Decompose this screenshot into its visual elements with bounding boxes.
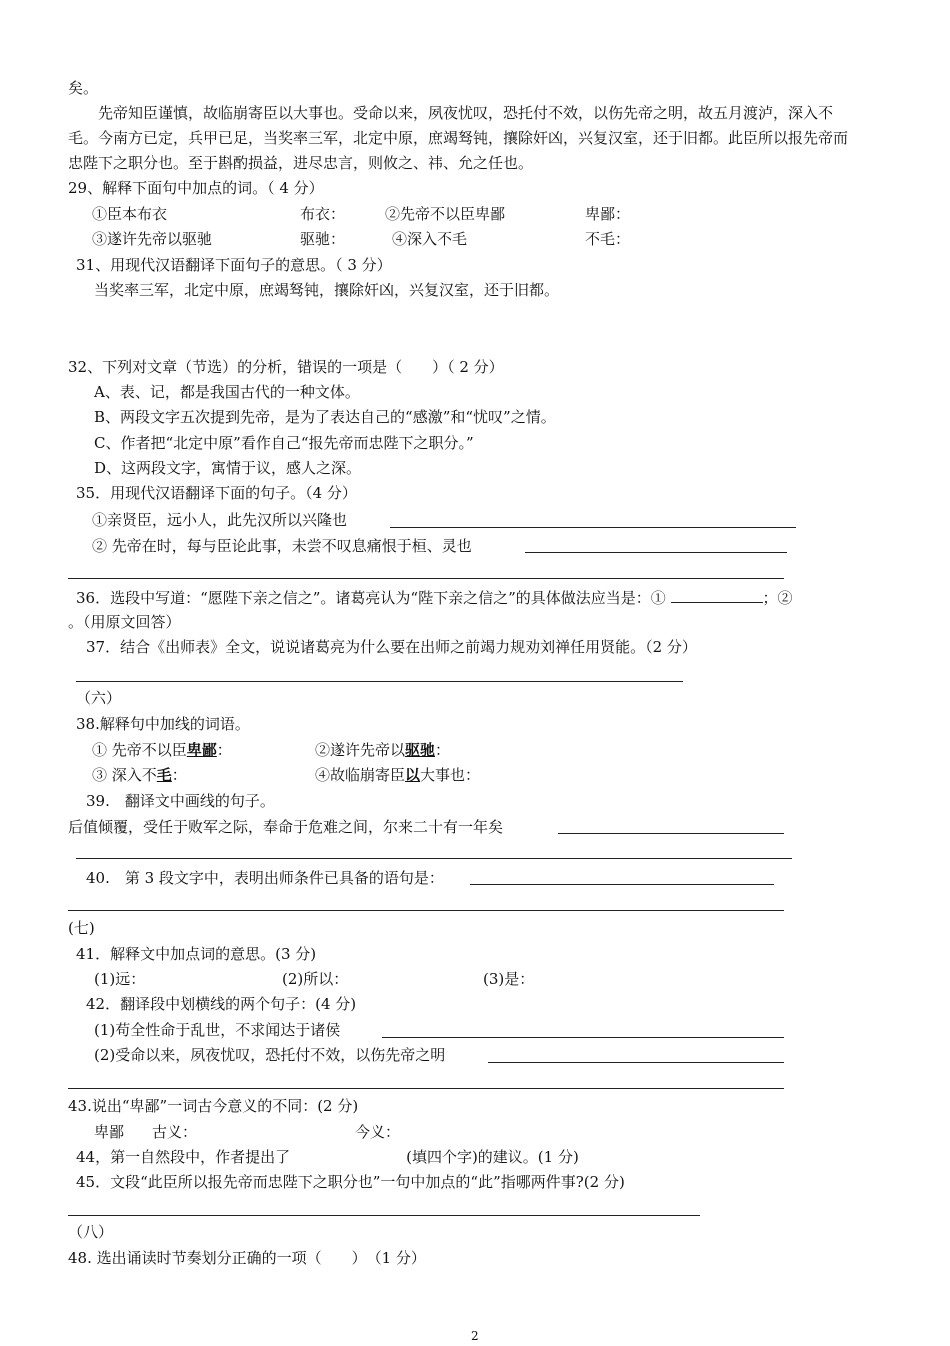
q42-answer-line-3[interactable] (68, 1088, 784, 1089)
q42-sentence-1: (1)苟全性命于乱世，不求闻达于诸侯 (94, 1021, 341, 1039)
q48-title: 48. 选出诵读时节奏划分正确的一项（ ） （1 分） (68, 1249, 426, 1267)
q38-item-2: ②遂许先帝以驱驰： (315, 741, 451, 759)
q40-title: 40. 第 3 段文字中，表明出师条件已具备的语句是： (86, 869, 444, 887)
q37-answer-line[interactable] (76, 681, 683, 682)
q32-title: 32、下列对文章（节选）的分析，错误的一项是（ ）（ 2 分） (68, 358, 504, 376)
q39-sentence: 后值倾覆，受任于败军之际，奉命于危难之间，尔来二十有一年矣 (68, 818, 504, 836)
q42-sentence-2: (2)受命以来，夙夜忧叹，恐托付不效，以伤先帝之明 (94, 1046, 446, 1064)
q38-word-2: 驱驰 (405, 741, 436, 759)
q43-title: 43.说出“卑鄙”一词古今意义的不同：(2 分) (68, 1097, 359, 1115)
q43-ancient-label: 古义： (152, 1123, 198, 1141)
q38-item-4: ④故临崩寄臣以大事也： (315, 766, 481, 784)
q36-separator: ；② (762, 589, 793, 607)
q29-title: 29、解释下面句中加点的词。（ 4 分） (68, 179, 324, 197)
q36-prompt: 36．选段中写道：“愿陛下亲之信之”。诸葛亮认为“陛下亲之信之”的具体做法应当是：① (76, 589, 666, 607)
q41-item-3: (3)是： (483, 970, 535, 988)
q32-option-a: A、表、记，都是我国古代的一种文体。 (94, 383, 360, 401)
section-8-heading: （八） (68, 1223, 114, 1241)
q32-option-d: D、这两段文字，寓情于议，感人之深。 (94, 459, 362, 477)
q45-title: 45．文段“此臣所以报先帝而忠陛下之职分也”一句中加点的“此”指哪两件事?(2 分) (76, 1173, 625, 1191)
q31-title: 31、用现代汉语翻译下面句子的意思。（ 3 分） (76, 256, 392, 274)
q36-line-2: 。（用原文回答） (68, 613, 181, 631)
q35-sentence-1: ①亲贤臣，远小人，此先汉所以兴隆也 (92, 511, 348, 529)
q32-option-b: B、两段文字五次提到先帝，是为了表达自己的“感激”和“忧叹”之情。 (94, 408, 556, 426)
q38-item-3: ③ 深入不毛： (92, 766, 187, 784)
passage-tail: 矣。 (68, 79, 99, 97)
q43-modern-label: 今义： (355, 1123, 401, 1141)
q35-answer-line-2[interactable] (525, 552, 787, 553)
q42-title: 42．翻译段中划横线的两个句子：(4 分) (86, 995, 357, 1013)
q36-line-1 (76, 587, 793, 608)
q40-answer-line-2[interactable] (68, 910, 784, 911)
q38-word-4: 以 (405, 766, 421, 784)
q45-answer-line[interactable] (68, 1215, 700, 1216)
q38-word-1: 卑鄙 (186, 741, 217, 759)
q38-title: 38.解释句中加线的词语。 (76, 715, 250, 733)
section-6-heading: （六） (76, 689, 122, 707)
passage-line-1: 先帝知臣谨慎，故临崩寄臣以大事也。受命以来，夙夜忧叹，恐托付不效，以伤先帝之明，故五月渡泸，深入不 (98, 104, 834, 122)
q40-answer-line-1[interactable] (470, 884, 774, 885)
q39-answer-line-1[interactable] (558, 833, 784, 834)
q39-title: 39. 翻译文中画线的句子。 (86, 792, 275, 810)
q29-key-3: 驱驰： (300, 230, 346, 248)
q29-item-2: ②先帝不以臣卑鄙 (385, 205, 506, 223)
q44-line (76, 1147, 579, 1167)
q35-answer-line-3[interactable] (68, 578, 784, 579)
q41-item-1: (1)远： (94, 970, 146, 988)
q41-title: 41．解释文中加点词的意思。(3 分) (76, 945, 317, 963)
passage-line-2: 毛。今南方已定，兵甲已足，当奖率三军，北定中原，庶竭驽钝，攘除奸凶，兴复汉室，还于旧都。此臣所以报先帝而 (68, 129, 849, 147)
q32-option-c: C、作者把“北定中原”看作自己“报先帝而忠陛下之职分。” (94, 434, 474, 452)
q35-sentence-2: ② 先帝在时，每与臣论此事，未尝不叹息痛恨于桓、灵也 (92, 537, 472, 555)
section-7-heading: (七) (68, 919, 95, 937)
q42-answer-line-1[interactable] (382, 1037, 784, 1038)
q44-suffix: (填四个字)的建议。(1 分) (406, 1148, 579, 1166)
q29-key-1: 布衣： (300, 205, 346, 223)
q29-item-4: ④深入不毛 (392, 230, 468, 248)
q42-answer-line-2[interactable] (488, 1062, 784, 1063)
q29-key-2: 卑鄙： (585, 205, 631, 223)
q35-title: 35．用现代汉语翻译下面的句子。（4 分） (76, 484, 357, 502)
q29-key-4: 不毛： (585, 230, 631, 248)
q31-sentence: 当奖率三军，北定中原，庶竭驽钝，攘除奸凶，兴复汉室，还于旧都。 (94, 281, 560, 299)
page-number: 2 (471, 1329, 479, 1343)
q39-answer-line-2[interactable] (76, 858, 792, 859)
q37-title: 37．结合《出师表》全文，说说诸葛亮为什么要在出师之前竭力规劝刘禅任用贤能。（2 分） (86, 638, 697, 656)
q29-item-1: ①臣本布衣 (92, 205, 168, 223)
passage-line-3: 忠陛下之职分也。至于斟酌损益，进尽忠言，则攸之、祎、允之任也。 (68, 154, 534, 172)
q44-prompt: 44，第一自然段中，作者提出了 (76, 1148, 291, 1166)
q43-word: 卑鄙 (94, 1123, 125, 1141)
q29-item-3: ③遂许先帝以驱驰 (92, 230, 213, 248)
q38-item-1: ① 先帝不以臣卑鄙： (92, 741, 232, 759)
q41-item-2: (2)所以： (282, 970, 349, 988)
q35-answer-line-1[interactable] (390, 527, 796, 528)
q38-word-3: 毛 (156, 766, 172, 784)
q36-blank-1[interactable] (671, 587, 763, 603)
